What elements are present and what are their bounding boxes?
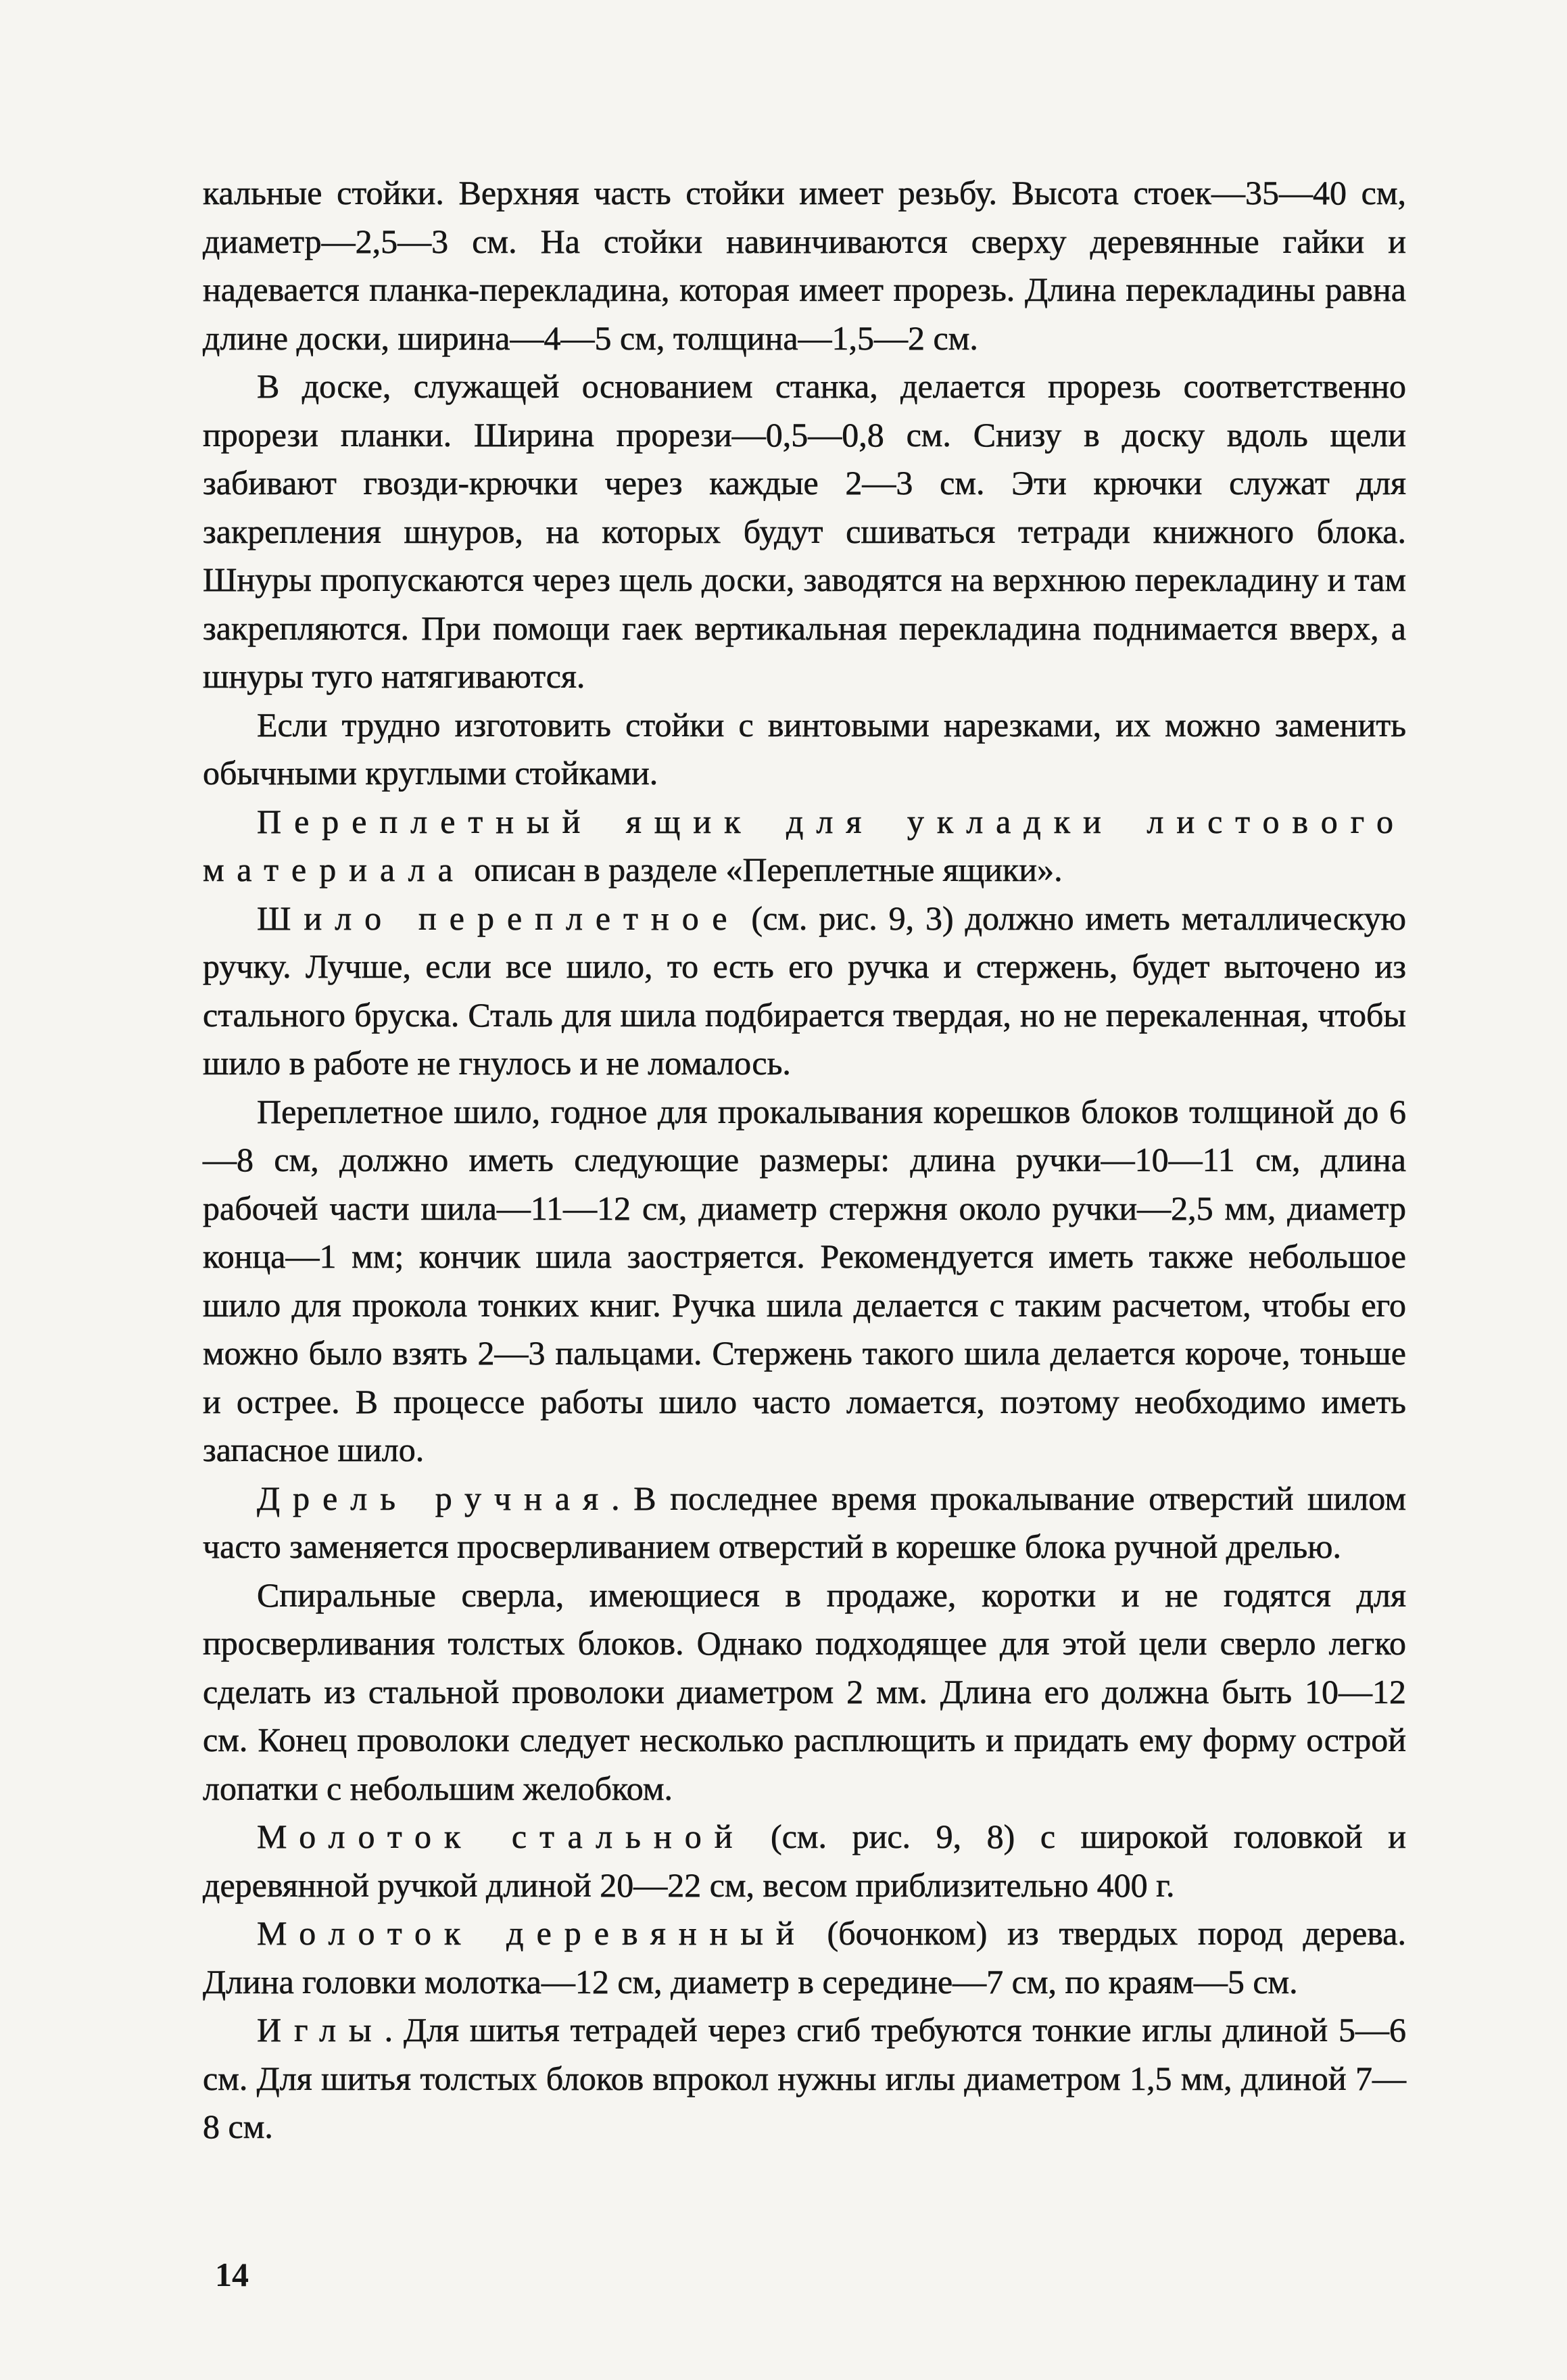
paragraph-text: В доске, служащей основанием станка, делается прорезь соответственно прорези планки. Ширина прорези—0,5—0,8 см. Снизу в доску вдоль щели забивают гвозди-крючки через каждые 2—3 см. Эти крючки служат для закрепления шнуров, на которых будут сшиваться тетради книжного блока. Шнуры пропускаются через щель доски, заводятся на верхнюю перекладину и там закрепляются. При помощи гаек вертикальная перекладина поднимается вверх, а шнуры туго натягиваются.: [203, 367, 1406, 695]
body-text: [203, 169, 1406, 2151]
term-heading: Молоток деревянный: [257, 1914, 807, 1952]
paragraph-text: кальные стойки. Верхняя часть стойки имеет резьбу. Высота стоек—35—40 см, диаметр—2,5—3 см. На стойки навинчиваются сверху деревянные гайки и надевается планка-перекладина, которая имеет прорезь. Длина перекладины равна длине доски, ширина—4—5 см, толщина—1,5—2 см.: [203, 174, 1406, 357]
term-heading: Переплетный ящик для укладки листового материала: [203, 802, 1406, 888]
paragraph-text: . Для шитья тетрадей через сгиб требуются тонкие иглы длиной 5—6 см. Для шитья толстых блоков впрокол нужны иглы диаметром 1,5 мм, длиной 7—8 см.: [203, 2011, 1406, 2145]
page-number: 14: [215, 2256, 249, 2293]
paragraph-text: (см. рис. 9, 3) должно иметь металлическую ручку. Лучше, если все шило, то есть его ручка и стержень, будет выточено из стального бруска. Сталь для шила подбирается твердая, но не перекаленная, чтобы шило в работе не гнулось и не ломалось.: [203, 899, 1406, 1082]
paragraph: [203, 798, 1406, 895]
paragraph: [203, 895, 1406, 1088]
paragraph: [203, 362, 1406, 701]
paragraph: [203, 1475, 1406, 1571]
paragraph-text: Если трудно изготовить стойки с винтовыми нарезками, их можно заменить обычными круглыми стойками.: [203, 705, 1406, 792]
paragraph-text: . В последнее время прокалывание отверстий шилом часто заменяется просверливанием отверстий в корешке блока ручной дрелью.: [203, 1479, 1406, 1565]
paragraph-text: (бочонком) из твердых пород дерева. Длина головки молотка—12 см, диаметр в середине—7 см, по краям—5 см.: [203, 1914, 1406, 2001]
paragraph-text: (см. рис. 9, 8) с широкой головкой и деревянной ручкой длиной 20—22 см, весом приблизительно 400 г.: [203, 1817, 1407, 1904]
paragraph-text: описан в разделе «Переплетные ящики».: [465, 851, 1063, 888]
term-heading: Дрель ручная: [257, 1479, 612, 1517]
paragraph: [203, 2006, 1406, 2151]
paragraph: [203, 1088, 1406, 1475]
paragraph: [203, 169, 1406, 362]
paragraph: [203, 701, 1406, 798]
paragraph: [203, 1571, 1406, 1813]
term-heading: Молоток стальной: [257, 1817, 746, 1855]
paragraph: [203, 1813, 1406, 1909]
term-heading: Иглы: [257, 2011, 385, 2049]
paragraph-text: Переплетное шило, годное для прокалывания корешков блоков толщиной до 6—8 см, должно иметь следующие размеры: длина ручки—10—11 см, длина рабочей части шила—11—12 см, диаметр стержня около ручки—2,5 мм, диаметр конца—1 мм; кончик шила заостряется. Рекомендуется иметь также небольшое шило для прокола тонких книг. Ручка шила делается с таким расчетом, чтобы его можно было взять 2—3 пальцами. Стержень такого шила делается короче, тоньше и острее. В процессе работы шило часто ломается, поэтому необходимо иметь запасное шило.: [203, 1092, 1406, 1469]
term-heading: Шило переплетное: [257, 899, 740, 937]
paragraph-text: Спиральные сверла, имеющиеся в продаже, коротки и не годятся для просверливания толстых блоков. Однако подходящее для этой цели сверло легко сделать из стальной проволоки диаметром 2 мм. Длина его должна быть 10—12 см. Конец проволоки следует несколько расплющить и придать ему форму острой лопатки с небольшим желобком.: [203, 1575, 1406, 1807]
paragraph: [203, 1909, 1406, 2006]
